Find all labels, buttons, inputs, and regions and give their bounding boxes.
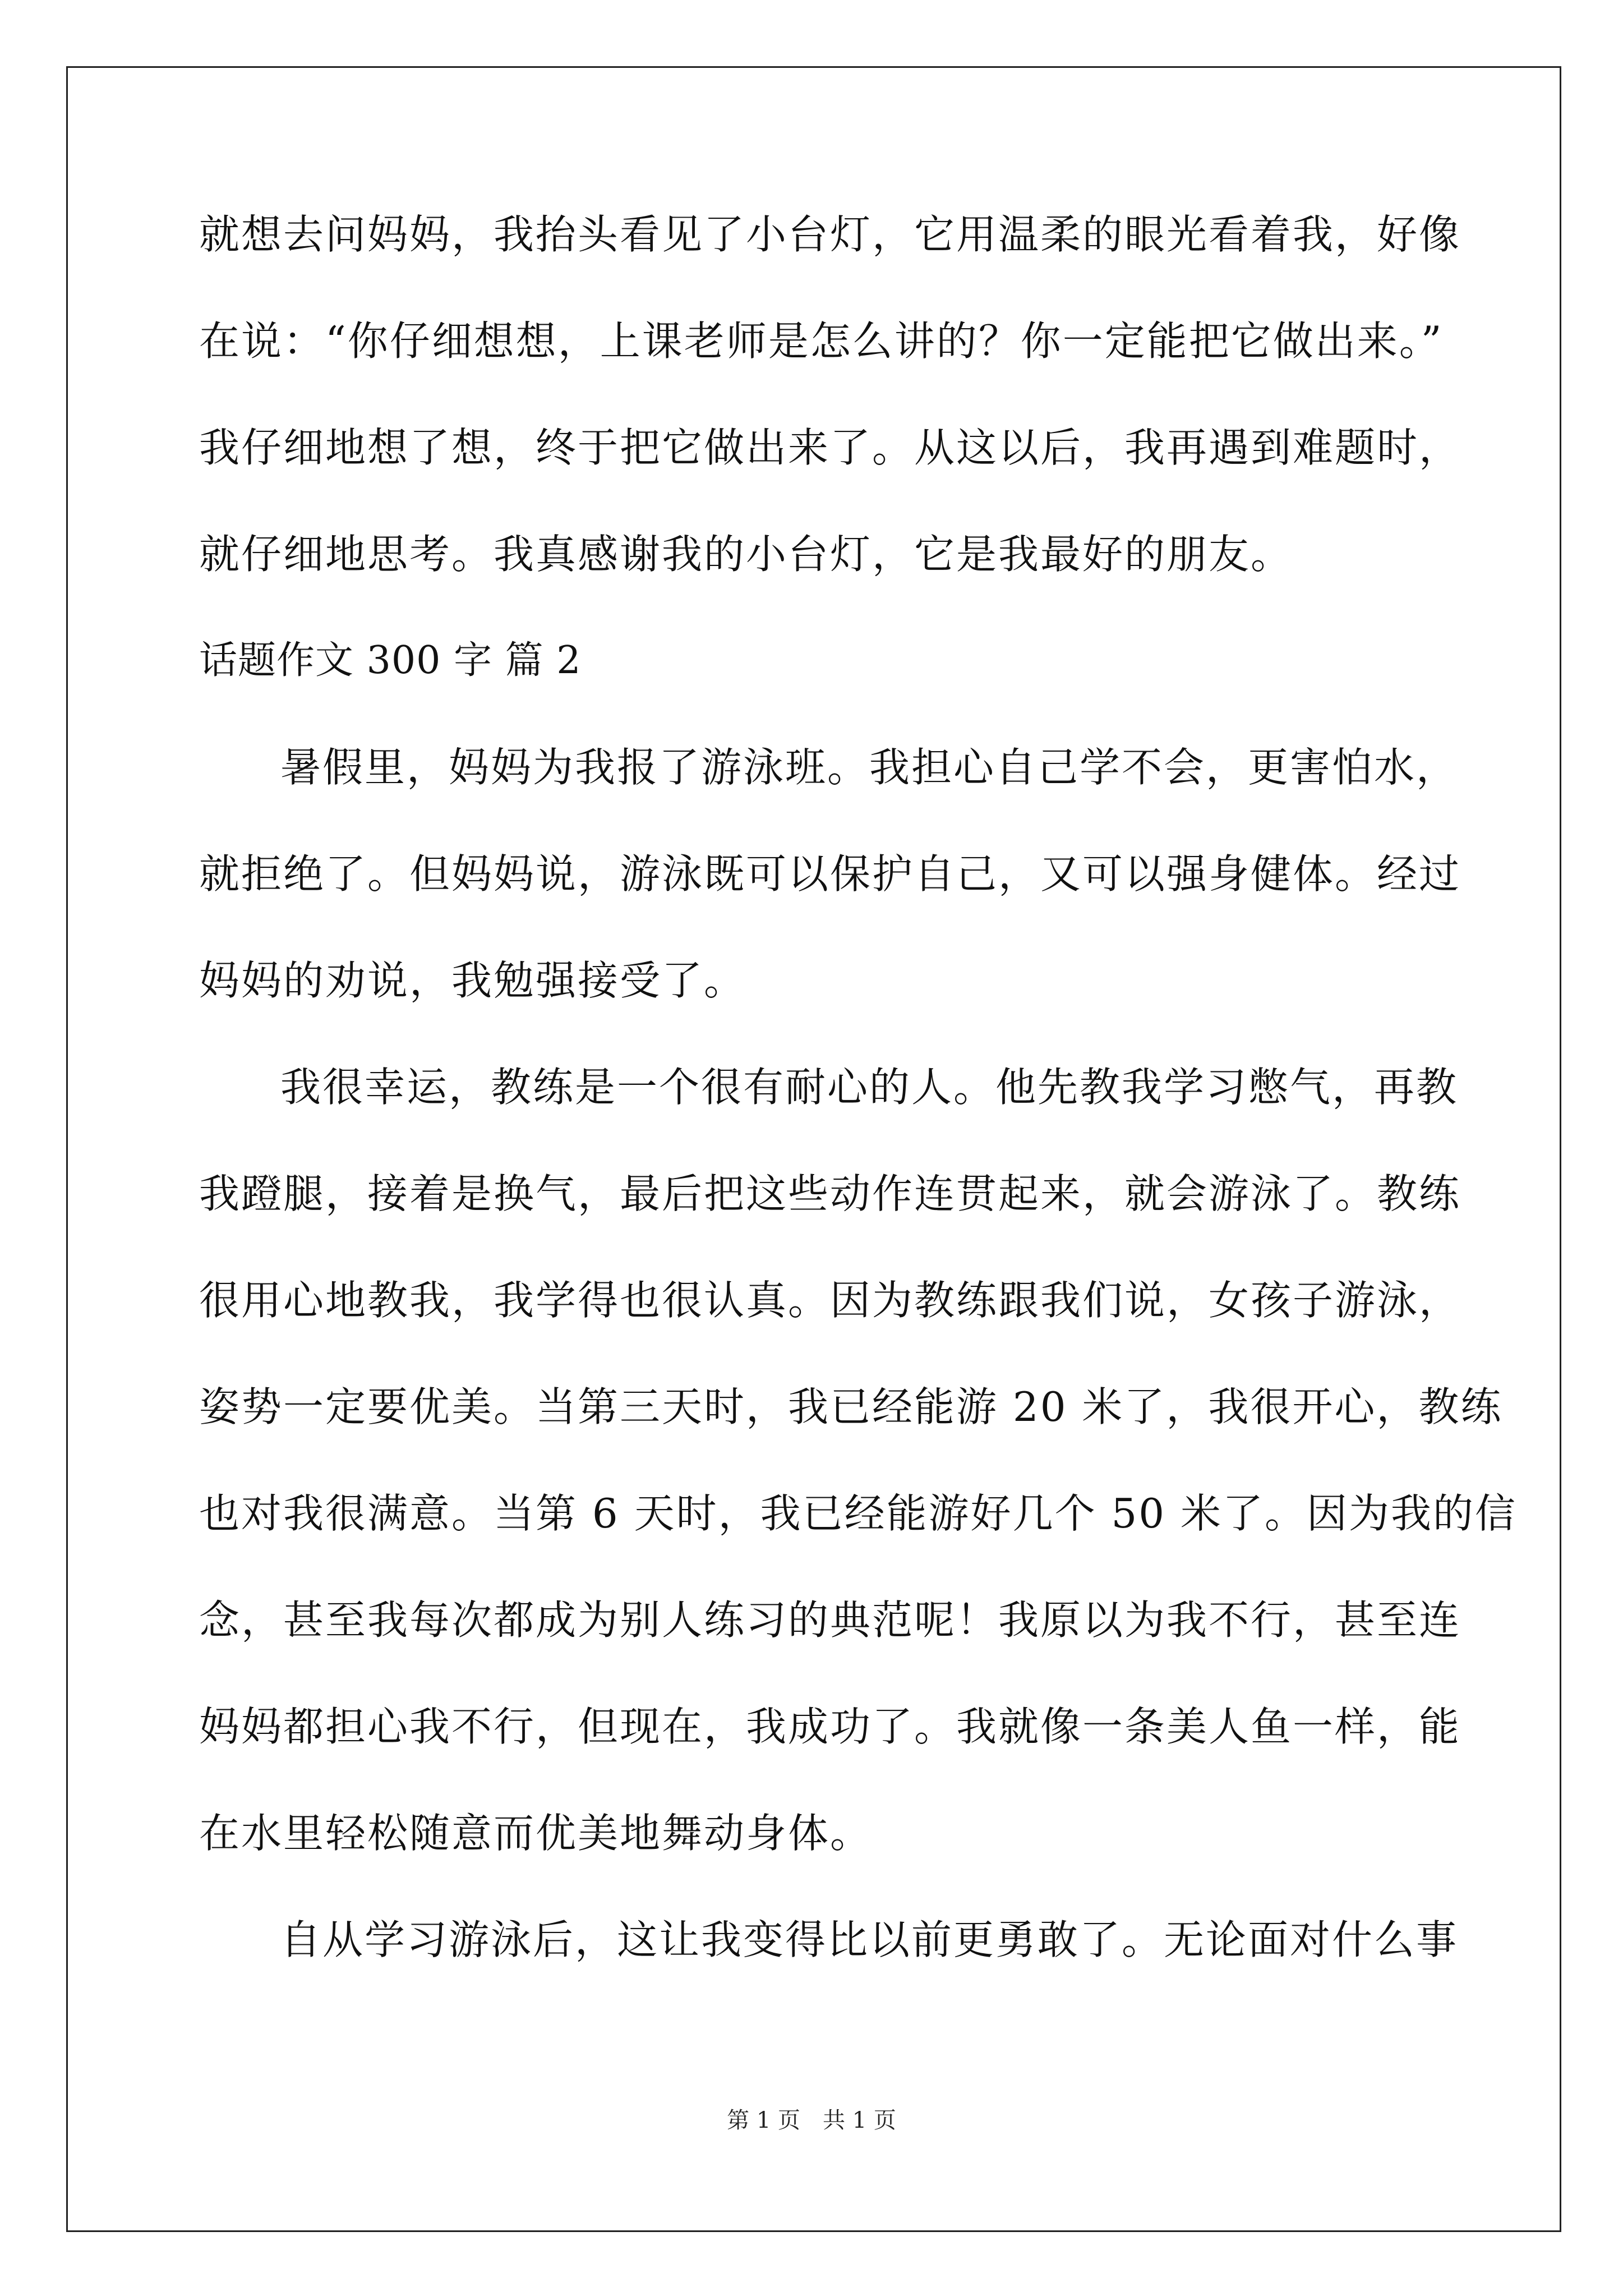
paragraph-start: 我很幸运，教练是一个很有耐心的人。他先教我学习憋气，再教	[280, 1064, 1459, 1111]
text-line: 姿势一定要优美。当第三天时，我已经能游 20 米了，我很开心，教练	[199, 1383, 1503, 1430]
section-heading: 话题作文 300 字 篇 2	[199, 638, 582, 683]
text-line: 就想去问妈妈，我抬头看见了小台灯，它用温柔的眼光看着我，好像	[199, 211, 1461, 258]
text-line: 就拒绝了。但妈妈说，游泳既可以保护自己，又可以强身健体。经过	[199, 850, 1461, 898]
paragraph-start: 暑假里，妈妈为我报了游泳班。我担心自己学不会，更害怕水，	[280, 744, 1459, 791]
text-line: 在说：“你仔细想想，上课老师是怎么讲的？你一定能把它做出来。”	[199, 318, 1444, 365]
text-line: 我蹬腿，接着是换气，最后把这些动作连贯起来，就会游泳了。教练	[199, 1170, 1461, 1217]
text-line: 我仔细地想了想，终于把它做出来了。从这以后，我再遇到难题时，	[199, 424, 1461, 471]
text-line: 念，甚至我每次都成为别人练习的典范呢！我原以为我不行，甚至连	[199, 1596, 1461, 1644]
paragraph-start: 自从学习游泳后，这让我变得比以前更勇敢了。无论面对什么事	[280, 1916, 1459, 1963]
text-line: 也对我很满意。当第 6 天时，我已经能游好几个 50 米了。因为我的信	[199, 1490, 1517, 1537]
text-line: 在水里轻松随意而优美地舞动身体。	[199, 1810, 873, 1857]
text-line: 妈妈都担心我不行，但现在，我成功了。我就像一条美人鱼一样，能	[199, 1703, 1461, 1750]
text-line: 妈妈的劝说，我勉强接受了。	[199, 957, 746, 1004]
document-body	[199, 208, 1517, 1967]
text-line: 就仔细地思考。我真感谢我的小台灯，它是我最好的朋友。	[199, 531, 1293, 578]
page-footer: 第 1 页 共 1 页	[727, 2108, 896, 2133]
text-line: 很用心地教我，我学得也很认真。因为教练跟我们说，女孩子游泳，	[199, 1277, 1461, 1324]
